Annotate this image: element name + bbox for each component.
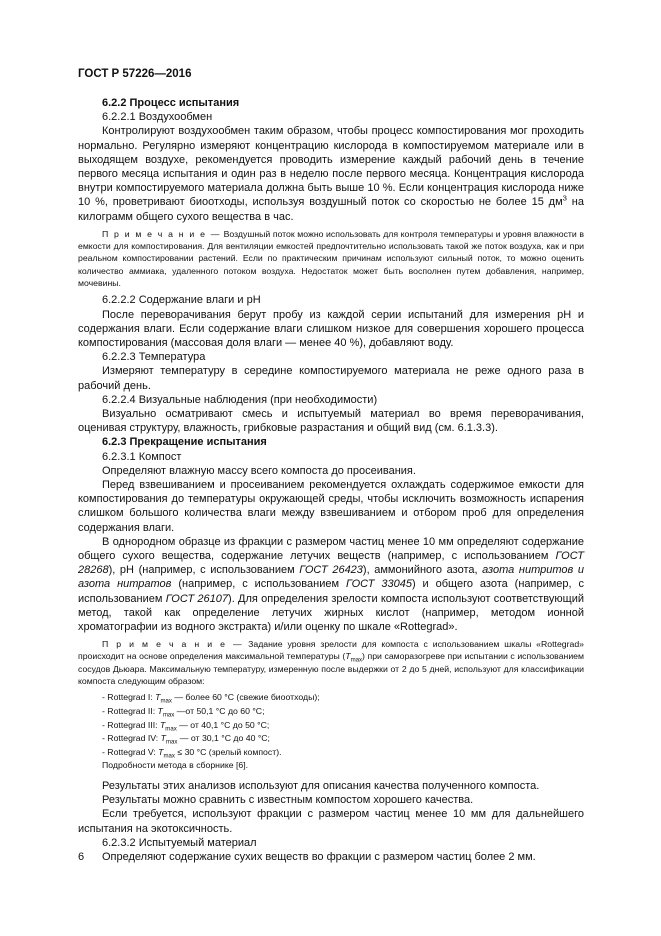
list-item: - Rottegrad I: $T_{max}$ — более 60 °C (свежие биоотходы); [102, 692, 320, 706]
subsection-heading-6-2-2-3: 6.2.2.3 Температура [102, 351, 206, 364]
list-item: - Rottegrad V: $T_{max} \le 30$ °C (зрелый компост). [102, 746, 282, 760]
paragraph-dry-matter: Определяют содержание сухих веществ во фракции с размером частиц более 2 мм. [102, 850, 536, 863]
note-reference: Подробности метода в сборнике [6]. [102, 760, 249, 771]
paragraph-air-exchange: Контролируют воздухообмен таким образом, чтобы процесс компостирования мог проходить нормально. Регулярно измеряют концентрацию кислорода в компостируемом материале или в выходящем воздухе, рекомендуется проводить измерение каждый рабочий день в течение первого месяца испытания и один раз в неделю после первого месяца. Концентрация кислорода внутри компостируемого материала должна быть выше 10 %. Если концентрация кислорода ниже 10 %, проветривают биоотходы, используя воздушный поток со скоростью не более 15 $дм^3$ на килограмм общего сухого вещества в час. [78, 125, 584, 223]
document-body [78, 96, 584, 864]
paragraph-analysis: В однородном образце из фракции с размером частиц менее 10 мм определяют содержание общего сухого вещества, содержание летучих веществ (например, с использованием ГОСТ 28268), pH (например, с использованием ГОСТ 26423), аммонийного азота, азота нитритов и азота нитратов (например, с использованием ГОСТ 33045) и общего азота (например, с использованием ГОСТ 26107). Для определения зрелости компоста используют соответствующий метод, такой как определение летучих жирных кислот (например, методом ионной хроматографии из водного экстракта) и/или оценку по шкале «Rottegrad». [78, 535, 585, 633]
list-item: - Rottegrad II: $T_{max}$ —от 50,1 °C до 60 °C; [102, 705, 265, 719]
document-header: ГОСТ Р 57226—2016 [78, 68, 192, 80]
section-heading-6-2-2: 6.2.2 Процесс испытания [102, 97, 240, 109]
paragraph-results-compare: Результаты можно сравнить с известным компостом хорошего качества. [102, 794, 474, 807]
paragraph-visual-observation: Визуально осматривают смесь и испытуемый материал во время переворачивания, оценивая структуру, влажность, грибковые разрастания и общий вид (см. 6.1.3.3). [78, 407, 584, 435]
page-number: 6 [78, 851, 85, 863]
paragraph-moisture-ph: После переворачивания берут пробу из каждой серии испытаний для измерения pH и содержания влаги. Если содержание влаги слишком низкое для совершения хорошего процесса компостирования (массовая доля влаги — менее 40 %), добавляют воду. [78, 308, 584, 349]
list-item: - Rottegrad IV: $T_{max}$ — от 30,1 °C до 40 °C; [102, 733, 270, 746]
note-rottegrad: П р и м е ч а н и е — Задание уровня зрелости для компоста с использованием шкалы «Rottegrad» происходит на основе определения максимальной температуры $(T_{max})$ при саморазогреве при испытании с использованием сосудов Дьюара. Максимальную температуру, измеренную после выдержки от 2 до 5 дней, используют для классификации компоста следующим образом: [78, 639, 584, 687]
subsection-heading-6-2-2-4: 6.2.2.4 Визуальные наблюдения (при необходимости) [102, 393, 378, 406]
list-item: - Rottegrad III: $T_{max}$ — от 40,1 °C до 50 °C; [102, 719, 270, 733]
subsection-heading-6-2-2-2: 6.2.2.2 Содержание влаги и pH [102, 294, 261, 307]
subsection-heading-6-2-3-2: 6.2.3.2 Испытуемый материал [102, 836, 257, 849]
paragraph-temperature: Измеряют температуру в середине компостируемого материала не реже одного раза в рабочий день. [78, 365, 584, 392]
subsection-heading-6-2-3-1: 6.2.3.1 Компост [102, 450, 182, 463]
section-heading-6-2-3: 6.2.3 Прекращение испытания [102, 436, 267, 449]
paragraph-results-use: Результаты этих анализов используют для описания качества полученного компоста. [102, 779, 540, 792]
paragraph-wet-mass: Определяют влажную массу всего компоста до просеивания. [102, 464, 416, 477]
paragraph-cooling: Перед взвешиванием и просеиванием рекомендуется охлаждать содержимое емкости для компостирования до температуры окружающей среды, чтобы исключить возможность испарения слишком большого количества влаги между взвешиванием и отбором проб для определения содержания влаги. [78, 478, 584, 534]
paragraph-ecotoxicity: Если требуется, используют фракции с размером частиц менее 10 мм для дальнейшего испытания на экотоксичность. [78, 808, 584, 835]
subsection-heading-6-2-2-1: 6.2.2.1 Воздухообмен [102, 111, 213, 124]
note-air-flow: П р и м е ч а н и е — Воздушный поток можно использовать для контроля температуры и уровня влажности в емкости для компостирования. Для вентиляции емкостей предпочтительно использовать такой же поток воздуха, как и при реальном компостировании растений. Если по практическим причинам используют сильный поток, то можно оценить количество аммиака, удаленного потоком воздуха. Недостаток может быть восполнен путем добавления, например, мочевины. [78, 228, 584, 289]
rottegrad-list [78, 691, 584, 773]
